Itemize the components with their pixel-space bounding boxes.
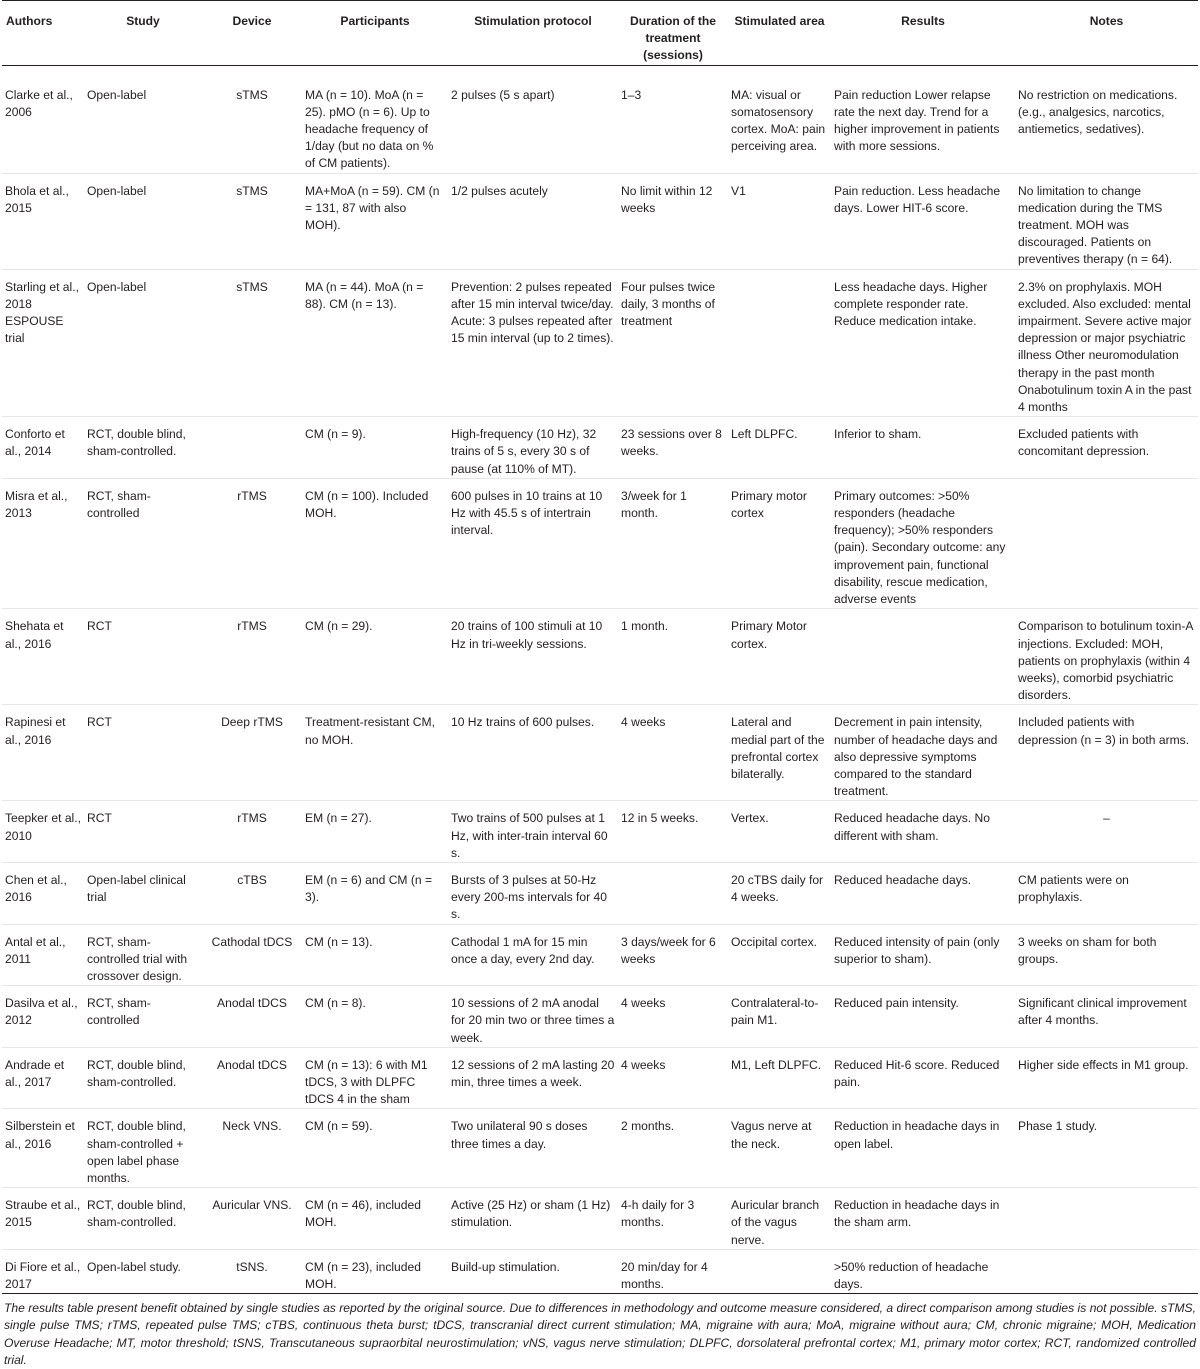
table-row <box>2 801 1198 863</box>
cell-study: Open-label <box>87 183 147 198</box>
cell-notes: Comparison to botulinum toxin-A injections. Excluded: MOH, patients on prophylaxis (within 4 weeks), comorbid psychiatric disorders. <box>1018 619 1193 703</box>
cell-duration: 3 days/week for 6 weeks <box>621 934 716 966</box>
header-study: Study <box>84 1 202 66</box>
table-row <box>2 1249 1198 1293</box>
cell-results: Decrement in pain intensity, number of headache days and also depressive symptoms compared to the standard treatment. <box>834 715 998 799</box>
cell-study: RCT, double blind, sham-controlled. <box>87 1198 186 1230</box>
cell-notes: Excluded patients with concomitant depression. <box>1018 427 1150 459</box>
cell-results: Inferior to sham. <box>834 427 922 442</box>
cell-participants: CM (n = 46), included MOH. <box>305 1198 421 1230</box>
cell-notes: 3 weeks on sham for both groups. <box>1018 934 1157 966</box>
cell-protocol: 10 sessions of 2 mA anodal for 20 min two or three times a week. <box>451 996 615 1045</box>
cell-authors: Bhola et al., 2015 <box>5 183 69 215</box>
cell-authors: Conforto et al., 2014 <box>5 427 65 459</box>
neuromodulation-studies-table <box>2 0 1198 1294</box>
table-row <box>2 417 1198 479</box>
cell-study: Open-label <box>87 87 147 102</box>
cell-participants: CM (n = 8). <box>305 996 366 1011</box>
cell-study: RCT, sham-controlled trial with crossover design. <box>87 934 188 983</box>
cell-area: Occipital cortex. <box>731 934 818 949</box>
cell-protocol: Build-up stimulation. <box>451 1259 560 1274</box>
cell-device: rTMS <box>237 488 267 503</box>
cell-protocol: Bursts of 3 pulses at 50-Hz every 200-ms intervals for 40 s. <box>451 872 607 922</box>
cell-duration: 1 month. <box>621 619 669 634</box>
table-row <box>2 862 1198 924</box>
cell-authors: Straube et al., 2015 <box>5 1198 81 1230</box>
cell-protocol: 2 pulses (5 s apart) <box>451 87 555 102</box>
cell-results: Reduction in headache days in the sham arm. <box>834 1198 1000 1230</box>
cell-device: Deep rTMS <box>221 715 283 730</box>
cell-notes: CM patients were on prophylaxis. <box>1018 872 1129 905</box>
cell-authors: Di Fiore et al., 2017 <box>5 1259 81 1291</box>
cell-area: MA: visual or somatosensory cortex. MoA: pain perceiving area. <box>731 87 826 154</box>
cell-participants: CM (n = 100). Included MOH. <box>305 488 429 521</box>
cell-area <box>728 269 831 417</box>
cell-protocol: 10 Hz trains of 600 pulses. <box>451 715 595 730</box>
cell-results: Reduced headache days. <box>834 872 972 887</box>
cell-notes: Included patients with depression (n = 3) in both arms. <box>1018 715 1190 747</box>
cell-device: sTMS <box>236 183 268 198</box>
table-row <box>2 1188 1198 1250</box>
cell-duration: 4 weeks <box>621 1057 666 1072</box>
cell-duration: No limit within 12 weeks <box>621 183 713 215</box>
cell-notes <box>1015 478 1198 608</box>
cell-participants: CM (n = 29). <box>305 619 373 634</box>
cell-study: RCT <box>87 619 112 634</box>
cell-participants: CM (n = 13). <box>305 934 373 949</box>
cell-area: 20 cTBS daily for 4 weeks. <box>731 872 824 905</box>
cell-duration: 23 sessions over 8 weeks. <box>621 427 722 459</box>
cell-participants: CM (n = 13): 6 with M1 tDCS, 3 with DLPFC tDCS 4 in the sham <box>305 1057 428 1107</box>
cell-study: RCT, sham-controlled <box>87 996 151 1028</box>
cell-notes <box>1015 1188 1198 1250</box>
cell-duration: 12 in 5 weeks. <box>621 811 699 826</box>
cell-area: Vertex. <box>731 811 769 826</box>
cell-notes: No restriction on medications. (e.g., analgesics, narcotics, antiemetics, sedatives). <box>1018 87 1178 137</box>
header-duration: Duration of the treatment (sessions) <box>618 1 728 66</box>
table-body <box>2 65 1198 1294</box>
cell-study: RCT, double blind, sham-controlled + open label phase months. <box>87 1119 186 1185</box>
cell-protocol: Prevention: 2 pulses repeated after 15 min interval twice/day. Acute: 3 pulses repeated after 15 min interval (up to 2 times). <box>451 279 614 346</box>
table-row <box>2 173 1198 269</box>
cell-duration <box>618 862 728 924</box>
cell-device: Neck VNS. <box>222 1119 282 1134</box>
header-results: Results <box>831 1 1015 66</box>
cell-area: Primary Motor cortex. <box>731 619 807 651</box>
cell-duration: 4 weeks <box>621 715 666 730</box>
cell-results: Primary outcomes: >50% responders (headache frequency); >50% responders (pain). Secondary outcome: any improvement pain, functional disability, rescue medication, adverse events <box>834 488 1006 607</box>
cell-area: Contralateral-to-pain M1. <box>731 996 819 1028</box>
table-row <box>2 986 1198 1048</box>
cell-protocol: Two unilateral 90 s doses three times a day. <box>451 1119 588 1151</box>
cell-results: Pain reduction Lower relapse rate the next day. Trend for a higher improvement in patients with more sessions. <box>834 87 1000 154</box>
cell-study: RCT <box>87 715 112 730</box>
cell-notes: Phase 1 study. <box>1018 1119 1098 1134</box>
cell-duration: Four pulses twice daily, 3 months of treatment <box>621 279 716 329</box>
header-area: Stimulated area <box>728 1 831 66</box>
table-header-row <box>2 1 1198 66</box>
cell-area: Left DLPFC. <box>731 427 798 442</box>
cell-duration: 1–3 <box>621 87 642 102</box>
cell-authors: Antal et al., 2011 <box>5 934 66 966</box>
cell-protocol: Cathodal 1 mA for 15 min once a day, every 2nd day. <box>451 934 595 966</box>
cell-authors: Silberstein et al., 2016 <box>5 1119 75 1151</box>
cell-notes: 2.3% on prophylaxis. MOH excluded. Also excluded: mental impairment. Severe active major depression or major psychiatric illness Other neuromodulation therapy in the past month Onabotulinum toxin A in the past 4 months <box>1018 279 1192 415</box>
cell-results: Reduction in headache days in open label. <box>834 1119 1000 1151</box>
cell-duration: 2 months. <box>621 1119 675 1134</box>
cell-area: Lateral and medial part of the prefrontal cortex bilaterally. <box>731 715 825 781</box>
cell-authors: Dasilva et al., 2012 <box>5 996 78 1028</box>
cell-participants: MA+MoA (n = 59). CM (n = 131, 87 with also MOH). <box>305 183 440 233</box>
cell-participants: CM (n = 9). <box>305 427 366 442</box>
table-row <box>2 924 1198 986</box>
cell-area <box>728 1249 831 1293</box>
cell-area: Primary motor cortex <box>731 488 807 521</box>
cell-protocol: High-frequency (10 Hz), 32 trains of 5 s, every 30 s of pause (at 110% of MT). <box>451 427 597 476</box>
cell-participants: EM (n = 6) and CM (n = 3). <box>305 872 433 905</box>
cell-authors: Rapinesi et al., 2016 <box>5 715 66 747</box>
cell-results: >50% reduction of headache days. <box>834 1259 989 1291</box>
table-row <box>2 269 1198 417</box>
cell-authors: Shehata et al., 2016 <box>5 619 64 651</box>
cell-device: rTMS <box>237 619 267 634</box>
cell-authors: Teepker et al., 2010 <box>5 811 81 843</box>
cell-participants: EM (n = 27). <box>305 811 372 826</box>
cell-results: Reduced Hit-6 score. Reduced pain. <box>834 1057 1000 1089</box>
cell-authors: Chen et al., 2016 <box>5 872 67 905</box>
cell-notes: Higher side effects in M1 group. <box>1018 1057 1189 1072</box>
cell-authors: Andrade et al., 2017 <box>5 1057 65 1089</box>
cell-participants: CM (n = 23), included MOH. <box>305 1259 421 1291</box>
cell-participants: MA (n = 44). MoA (n = 88). CM (n = 13). <box>305 279 424 311</box>
cell-notes: Significant clinical improvement after 4 months. <box>1018 996 1187 1028</box>
cell-study: Open-label <box>87 279 147 294</box>
cell-results: Reduced headache days. No different with sham. <box>834 811 990 843</box>
cell-notes: No limitation to change medication during the TMS treatment. MOH was discouraged. Patients on preventives therapy (n = 64). <box>1018 183 1173 267</box>
cell-authors: Misra et al., 2013 <box>5 488 68 521</box>
cell-area: Vagus nerve at the neck. <box>731 1119 812 1151</box>
table-row <box>2 478 1198 608</box>
cell-study: Open-label clinical trial <box>87 872 186 905</box>
header-participants: Participants <box>302 1 448 66</box>
table-footnote: The results table present benefit obtained by single studies as reported by the original source. Due to differences in methodology and outcome measure considered, a direct comparison among studies is not possible. sTMS, single pulse TMS; rTMS, repeated pulse TMS; cTBS, continuous theta burst; tDCS, transcranial direct current stimulation; MA, migraine with aura; MoA, migraine without aura; CM, chronic migraine; MOH, Medication Overuse Headache; MT, motor threshold; tSNS, Transcutaneous supraorbital neurostimulation; vNS, vagus nerve stimulation; DLPFC, dorsolateral prefrontal cortex; M1, primary motor cortex; RCT, randomized controlled trial. <box>4 1301 1196 1367</box>
cell-area: Auricular branch of the vagus nerve. <box>731 1198 820 1247</box>
table-row <box>2 1109 1198 1188</box>
cell-results: Reduced intensity of pain (only superior to sham). <box>834 934 1000 966</box>
header-notes: Notes <box>1015 1 1198 66</box>
cell-device <box>202 417 302 479</box>
cell-results: Reduced pain intensity. <box>834 996 959 1011</box>
cell-duration: 3/week for 1 month. <box>621 488 687 521</box>
cell-area: V1 <box>731 183 746 198</box>
cell-authors: Clarke et al., 2006 <box>5 87 73 119</box>
document-page <box>2 0 1198 1369</box>
cell-device: Auricular VNS. <box>212 1198 292 1213</box>
cell-device: Anodal tDCS <box>217 1057 287 1072</box>
cell-device: cTBS <box>237 872 267 887</box>
cell-participants: Treatment-resistant CM, no MOH. <box>305 715 435 747</box>
cell-study: RCT, sham-controlled <box>87 488 151 521</box>
cell-authors: Starling et al., 2018 ESPOUSE trial <box>5 279 79 346</box>
cell-study: RCT, double blind, sham-controlled. <box>87 427 186 459</box>
cell-results <box>831 609 1015 705</box>
header-device: Device <box>202 1 302 66</box>
table-row <box>2 1047 1198 1109</box>
cell-duration: 4 weeks <box>621 996 666 1011</box>
cell-device: tSNS. <box>236 1259 268 1274</box>
table-row <box>2 705 1198 801</box>
table-row <box>2 65 1198 173</box>
cell-protocol: 20 trains of 100 stimuli at 10 Hz in tri-weekly sessions. <box>451 619 603 651</box>
cell-duration: 4-h daily for 3 months. <box>621 1198 695 1230</box>
cell-device: sTMS <box>236 279 268 294</box>
cell-participants: CM (n = 59). <box>305 1119 373 1134</box>
cell-protocol: 12 sessions of 2 mA lasting 20 min, three times a week. <box>451 1057 615 1089</box>
header-authors: Authors <box>2 1 84 66</box>
cell-participants: MA (n = 10). MoA (n = 25). pMO (n = 6). Up to headache frequency of 1/day (but no data on % of CM patients). <box>305 87 434 171</box>
cell-protocol: Active (25 Hz) or sham (1 Hz) stimulation. <box>451 1198 611 1230</box>
cell-notes <box>1015 1249 1198 1293</box>
cell-protocol: 600 pulses in 10 trains at 10 Hz with 45.5 s of intertrain interval. <box>451 488 603 538</box>
cell-results: Less headache days. Higher complete responder rate. Reduce medication intake. <box>834 279 988 329</box>
header-protocol: Stimulation protocol <box>448 1 618 66</box>
cell-protocol: Two trains of 500 pulses at 1 Hz, with inter-train interval 60 s. <box>451 811 608 860</box>
cell-study: Open-label study. <box>87 1259 181 1274</box>
cell-device: sTMS <box>236 87 268 102</box>
cell-protocol: 1/2 pulses acutely <box>451 183 548 198</box>
cell-notes: – <box>1103 811 1110 826</box>
cell-device: rTMS <box>237 811 267 826</box>
cell-study: RCT <box>87 811 112 826</box>
cell-device: Cathodal tDCS <box>211 934 293 949</box>
cell-results: Pain reduction. Less headache days. Lower HIT-6 score. <box>834 183 1001 215</box>
cell-study: RCT, double blind, sham-controlled. <box>87 1057 186 1089</box>
cell-device: Anodal tDCS <box>217 996 287 1011</box>
table-row <box>2 609 1198 705</box>
cell-area: M1, Left DLPFC. <box>731 1057 822 1072</box>
cell-duration: 20 min/day for 4 months. <box>621 1259 708 1291</box>
